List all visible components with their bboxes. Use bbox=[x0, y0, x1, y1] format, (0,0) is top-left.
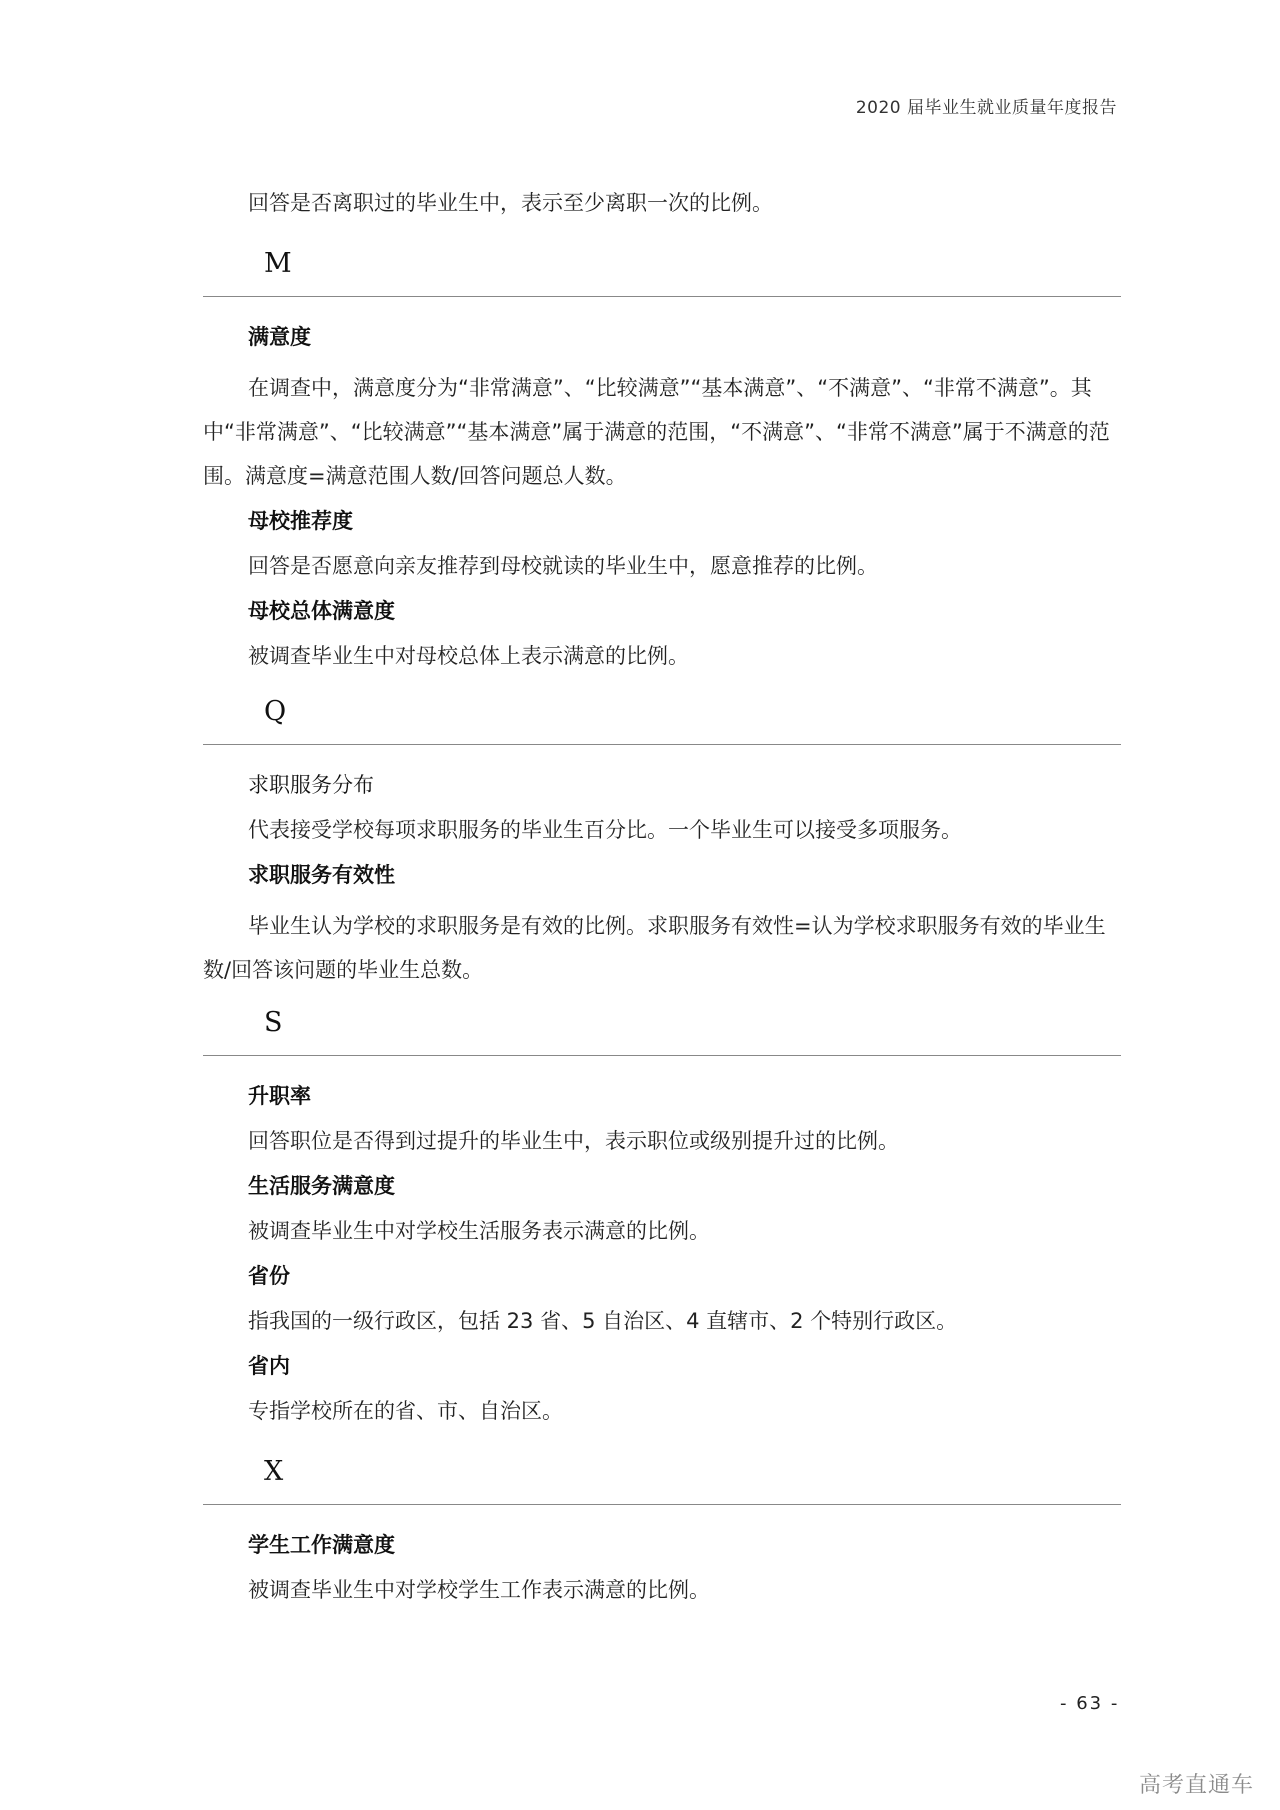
term-heading: 省份 bbox=[248, 1264, 290, 1288]
term-heading: 母校推荐度 bbox=[248, 509, 353, 533]
term-heading: 求职服务分布 bbox=[248, 773, 374, 797]
section-letter-s: S bbox=[264, 1007, 283, 1038]
term-definition: 回答是否愿意向亲友推荐到母校就读的毕业生中，愿意推荐的比例。 bbox=[248, 554, 878, 578]
section-letter-q: Q bbox=[264, 696, 287, 727]
term-heading: 满意度 bbox=[248, 325, 311, 349]
term-definition: 指我国的一级行政区，包括 23 省、5 自治区、4 直辖市、2 个特别行政区。 bbox=[248, 1309, 958, 1333]
section-divider bbox=[203, 296, 1121, 297]
section-m bbox=[203, 244, 1121, 297]
section-letter-x: X bbox=[264, 1456, 284, 1487]
term-heading: 省内 bbox=[248, 1354, 290, 1378]
term-heading: 生活服务满意度 bbox=[248, 1174, 395, 1198]
section-divider bbox=[203, 1504, 1121, 1505]
section-q-entries bbox=[203, 769, 1121, 992]
section-divider bbox=[203, 744, 1121, 745]
section-m-entries bbox=[203, 321, 1121, 672]
section-x bbox=[203, 1452, 1121, 1505]
term-definition: 代表接受学校每项求职服务的毕业生百分比。一个毕业生可以接受多项服务。 bbox=[248, 818, 962, 842]
term-definition: 在调查中，满意度分为“非常满意”、“比较满意”“基本满意”、“不满意”、“非常不满意”。其中“非常满意”、“比较满意”“基本满意”属于满意的范围，“不满意”、“非常不满意”属于不满意的范围。满意度=满意范围人数/回答问题总人数。 bbox=[203, 376, 1110, 488]
intro-block bbox=[203, 187, 1121, 219]
term-definition: 被调查毕业生中对学校生活服务表示满意的比例。 bbox=[248, 1219, 710, 1243]
section-x-entries bbox=[203, 1529, 1121, 1606]
term-definition: 回答职位是否得到过提升的毕业生中，表示职位或级别提升过的比例。 bbox=[248, 1129, 899, 1153]
page-number: - 63 - bbox=[1060, 1693, 1120, 1714]
intro-line: 回答是否离职过的毕业生中，表示至少离职一次的比例。 bbox=[248, 191, 773, 215]
term-definition: 被调查毕业生中对母校总体上表示满意的比例。 bbox=[248, 644, 689, 668]
term-definition: 毕业生认为学校的求职服务是有效的比例。求职服务有效性=认为学校求职服务有效的毕业生数/回答该问题的毕业生总数。 bbox=[203, 914, 1106, 982]
term-heading: 母校总体满意度 bbox=[248, 599, 395, 623]
section-letter-m: M bbox=[264, 248, 292, 279]
term-definition: 被调查毕业生中对学校学生工作表示满意的比例。 bbox=[248, 1578, 710, 1602]
watermark-text: 高考直通车 bbox=[1138, 1773, 1254, 1798]
section-divider bbox=[203, 1055, 1121, 1056]
section-s bbox=[203, 1003, 1121, 1056]
term-heading: 求职服务有效性 bbox=[248, 863, 395, 887]
term-definition: 专指学校所在的省、市、自治区。 bbox=[248, 1399, 563, 1423]
term-heading: 升职率 bbox=[248, 1084, 311, 1108]
section-q bbox=[203, 692, 1121, 745]
section-s-entries bbox=[203, 1080, 1121, 1427]
report-header-title: 2020 届毕业生就业质量年度报告 bbox=[855, 98, 1117, 118]
term-heading: 学生工作满意度 bbox=[248, 1533, 395, 1557]
